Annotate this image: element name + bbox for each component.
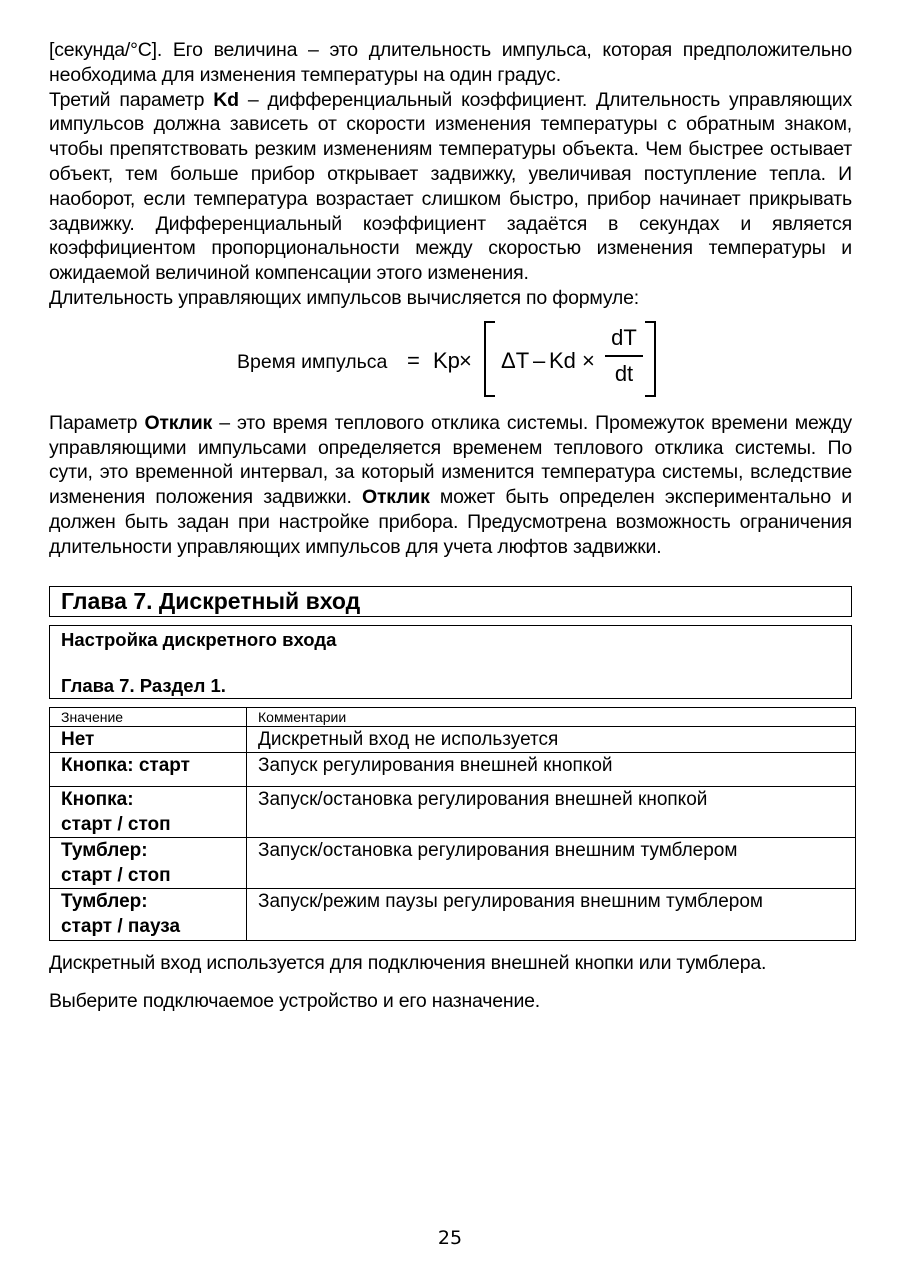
paragraph-otklik: [49, 411, 852, 560]
formula-left-bracket: [484, 321, 495, 397]
formula-times: ×: [459, 347, 472, 373]
table-row: [50, 726, 856, 752]
option-comment: Запуск/остановка регулирования внешним тумблером: [247, 837, 856, 888]
paragraph-formula-intro: Длительность управляющих импульсов вычисляется по формуле:: [49, 286, 639, 309]
document-page: [49, 38, 852, 1014]
option-value-line: Тумблер:: [61, 890, 148, 912]
kd-term: Kd: [213, 88, 239, 111]
option-value: [50, 837, 247, 888]
paragraph-otklik-mid: – это время теплового отклика системы. Промежуток времени между управляющими импульсами определяется временем теплового отклика системы. По сути, это временной интервал, за который изменится температура системы, вследствие изменения положения задвижки.: [49, 411, 852, 509]
option-value: [50, 888, 247, 940]
column-header-comment: Комментарии: [247, 707, 856, 726]
column-header-value: Значение: [50, 707, 247, 726]
paragraph-select-device: Выберите подключаемое устройство и его назначение.: [49, 990, 541, 1013]
formula-kd: Kd: [549, 347, 576, 373]
option-comment: Дискретный вход не используется: [247, 726, 856, 752]
table-header-row: [50, 707, 856, 726]
section-title: Настройка дискретного входа: [61, 628, 337, 650]
formula-times: ×: [582, 347, 595, 373]
option-value: Кнопка: старт: [50, 752, 247, 786]
chapter-heading: Глава 7. Дискретный вход: [49, 586, 852, 617]
fraction-denominator: dt: [614, 360, 634, 386]
paragraph-kd-pre: Третий параметр: [49, 88, 214, 111]
formula-delta-t: ΔT: [501, 347, 530, 373]
table-row: [50, 888, 856, 940]
paragraph-discrete-input-usage: Дискретный вход используется для подключения внешней кнопки или тумблера.: [49, 951, 767, 974]
option-value: [50, 786, 247, 837]
option-value-line: старт / стоп: [61, 864, 171, 886]
table-row: [50, 786, 856, 837]
option-value-line: Тумблер:: [61, 839, 148, 861]
formula-equals: =: [407, 347, 420, 373]
table-row: [50, 752, 856, 786]
formula-minus: –: [533, 347, 546, 373]
formula-kp: Kp: [433, 347, 460, 373]
fraction-numerator: dT: [611, 324, 637, 350]
otklik-term: Отклик: [361, 486, 430, 509]
option-value-line: Кнопка:: [61, 788, 134, 810]
formula-fraction: [605, 325, 643, 387]
paragraph-kp-units: [секунда/°С]. Его величина – это длительность импульса, которая предположительно необходима для изменения температуры на один градус.: [49, 39, 852, 86]
option-value: Нет: [50, 726, 247, 752]
discrete-input-options-table: [49, 707, 856, 941]
option-comment: Запуск/режим паузы регулирования внешним тумблером: [247, 888, 856, 940]
fraction-bar: [605, 355, 643, 357]
paragraph-otklik-post: может быть определен экспериментально и должен быть задан при настройке прибора. Предусмотрена возможность ограничения длительности управляющих импульсов для учета люфтов задвижки.: [49, 486, 852, 558]
otklik-term: Отклик: [144, 411, 213, 434]
paragraph-kd: [49, 88, 852, 286]
formula-label: Время импульса: [237, 350, 388, 373]
formula-right-bracket: [645, 321, 656, 397]
option-value-line: старт / стоп: [61, 813, 171, 835]
option-comment: Запуск регулирования внешней кнопкой: [247, 752, 856, 786]
pulse-time-formula: [49, 317, 852, 405]
table-row: [50, 837, 856, 888]
section-box: [49, 625, 852, 699]
section-subtitle: Глава 7. Раздел 1.: [61, 674, 226, 696]
option-comment: Запуск/остановка регулирования внешней кнопкой: [247, 786, 856, 837]
paragraph-otklik-pre: Параметр: [49, 411, 145, 434]
page-number: 25: [437, 1227, 463, 1249]
paragraph-kd-post: – дифференциальный коэффициент. Длительность управляющих импульсов должна зависеть от скорости изменения температуры с обратным знаком, чтобы препятствовать резким изменениям температуры объекта. Чем быстрее остывает объект, тем больше прибор открывает задвижку, увеличивая поступление тепла. И наоборот, если температура возрастает слишком быстро, прибор начинает прикрывать задвижку. Дифференциальный коэффициент задаётся в секундах и является коэффициентом пропорциональности между скоростью изменения температуры и ожидаемой величиной компенсации этого изменения.: [49, 88, 852, 285]
option-value-line: старт / пауза: [61, 915, 181, 937]
